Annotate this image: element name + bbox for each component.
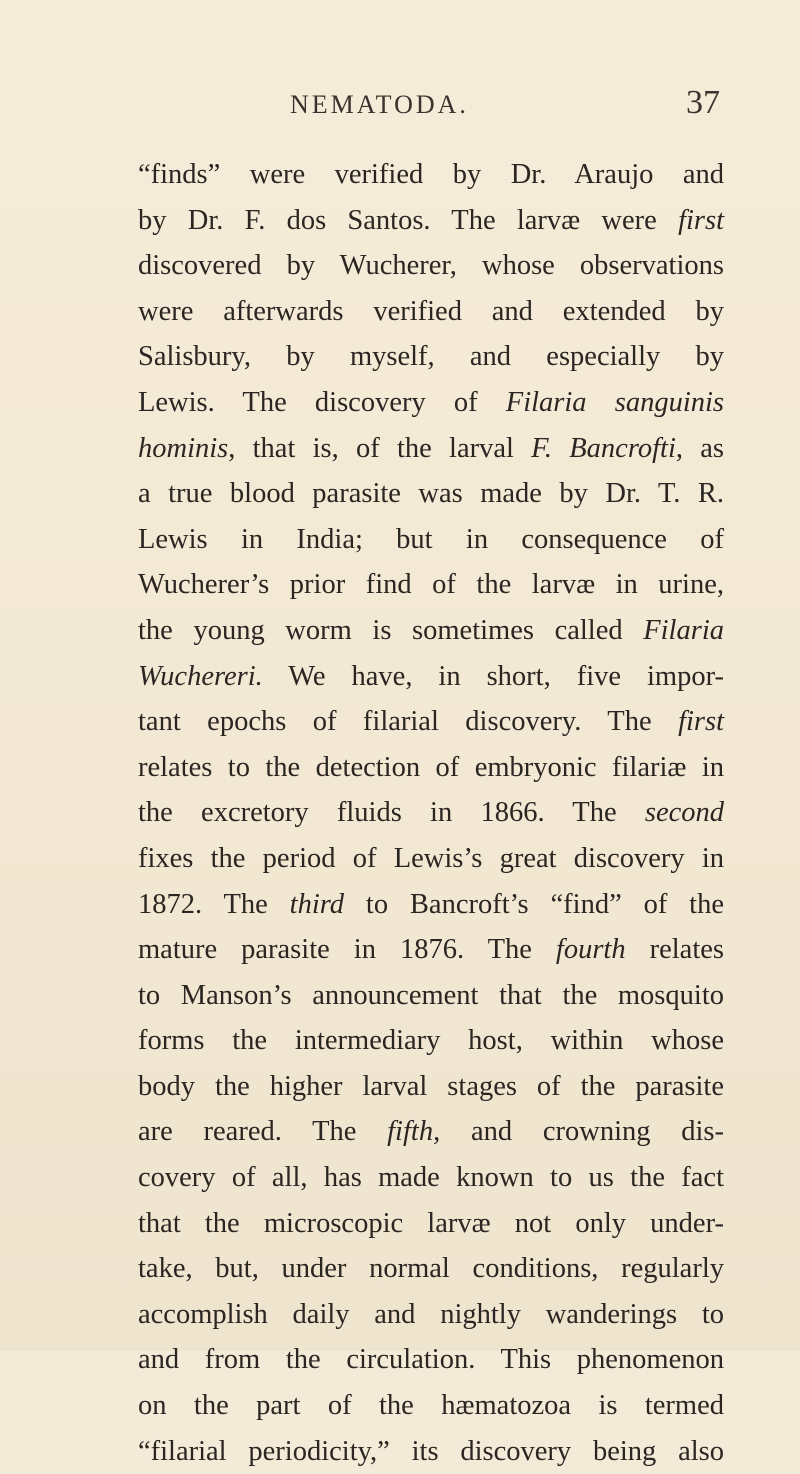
text-line: are reared. The fifth, and crowning dis-: [138, 1116, 724, 1148]
text-line: tant epochs of filarial discovery. The first: [138, 706, 724, 738]
text-line: mature parasite in 1876. The fourth relates: [138, 934, 724, 966]
text-line: discovered by Wucherer, whose observations: [138, 250, 724, 282]
text-line: Wucherer’s prior find of the larvæ in urine,: [138, 569, 724, 601]
text-line: covery of all, has made known to us the fact: [138, 1162, 724, 1194]
text-line: the excretory fluids in 1866. The second: [138, 797, 724, 829]
text-line: relates to the detection of embryonic filariæ in: [138, 751, 724, 783]
text-line: body the higher larval stages of the parasite: [138, 1070, 724, 1102]
text-line: hominis, that is, of the larval F. Bancrofti, as: [138, 432, 724, 464]
running-head: [290, 84, 720, 130]
text-line: Lewis in India; but in consequence of: [138, 523, 724, 555]
text-line: Wuchereri. We have, in short, five impor-: [138, 660, 724, 692]
text-line: on the part of the hæmatozoa is termed: [138, 1390, 724, 1422]
text-line: Lewis. The discovery of Filaria sanguinis: [138, 386, 724, 418]
text-line: the young worm is sometimes called Filaria: [138, 614, 724, 646]
text-line: by Dr. F. dos Santos. The larvæ were first: [138, 204, 724, 236]
text-line: accomplish daily and nightly wanderings to: [138, 1298, 724, 1330]
text-line: “finds” were verified by Dr. Araujo and: [138, 159, 724, 190]
text-line: 1872. The third to Bancroft’s “find” of the: [138, 888, 725, 920]
page-number: 37: [686, 84, 720, 121]
text-line: that the microscopic larvæ not only under-: [138, 1207, 724, 1239]
text-line: a true blood parasite was made by Dr. T. R.: [138, 478, 724, 510]
text-line: “filarial periodicity,” its discovery being also: [138, 1435, 724, 1467]
text-line: were afterwards verified and extended by: [138, 295, 724, 327]
text-line: take, but, under normal conditions, regularly: [138, 1253, 724, 1285]
text-line: to Manson’s announcement that the mosquito: [138, 979, 724, 1011]
text-line: Salisbury, by myself, and especially by: [138, 341, 724, 373]
body-text: [138, 152, 724, 1474]
text-line: fixes the period of Lewis’s great discovery in: [138, 842, 724, 874]
text-line: and from the circulation. This phenomenon: [138, 1344, 724, 1376]
text-line: forms the intermediary host, within whose: [138, 1025, 724, 1057]
section-title: NEMATODA.: [290, 90, 469, 119]
